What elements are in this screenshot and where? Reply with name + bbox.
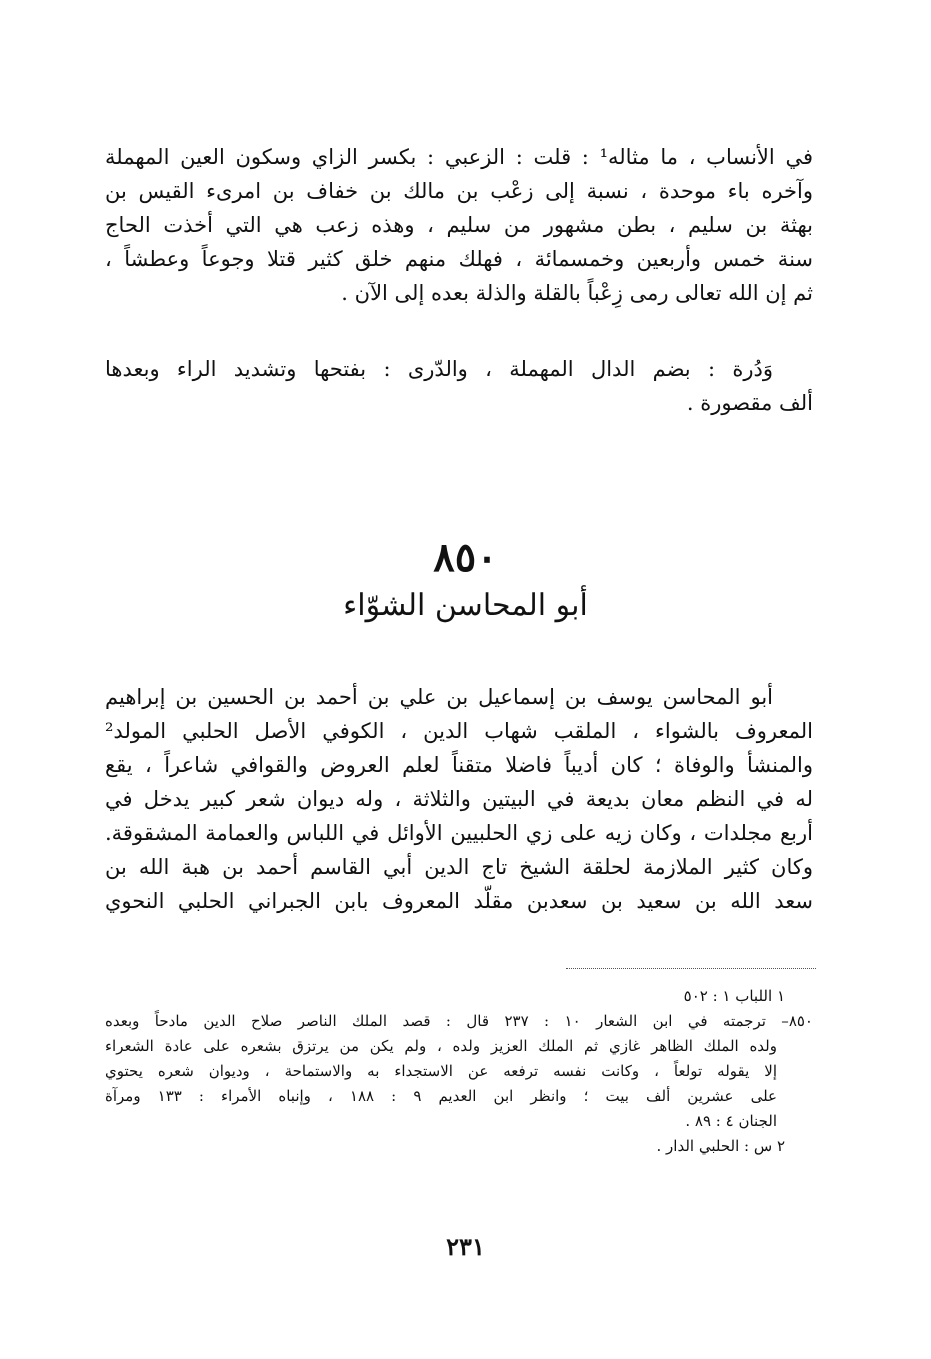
text-line: وَدُرة : بضم الدال المهملة ، والدّرى : بفتحها وتشديد الراء وبعدها [105, 357, 773, 381]
text-line: في الأنساب ، ما مثاله¹ : قلت : الزعبي : بكسر الزاي وسكون العين المهملة [105, 145, 813, 169]
footnote-1: ١ اللباب ١ : ٥٠٢ [683, 987, 785, 1005]
text-line: ثم إن الله تعالى رمى زِعْباً بالقلة والذلة بعده إلى الآن . [341, 281, 813, 305]
text-line: بهثة بن سليم ، بطن مشهور من سليم ، وهذه زعب هي التي أخذت الحاج [105, 213, 813, 237]
text-line: ألف مقصورة . [686, 391, 813, 415]
paragraph-biography [105, 680, 813, 918]
footnote-2: ٢ س : الحلبي الدار . [656, 1137, 785, 1155]
footnote-850-line: ولده الملك الظاهر غازي ثم الملك العزيز ولده ، ولم يكن من يرتزق بشعره على عادة الشعراء [105, 1037, 777, 1055]
entry-title-heading: أبو المحاسن الشوّاء [343, 588, 588, 623]
footnote-850-line: على عشرين ألف بيت ؛ وانظر ابن العديم ٩ : ١٨٨ ، وإنباه الأمراء : ١٣٣ ومرآة [105, 1087, 778, 1105]
text-line: سعد الله بن سعيد بن سعدبن مقلّد المعروف بابن الجبراني الحلبي النحوي [105, 889, 813, 913]
footnotes [105, 984, 813, 1159]
text-line: والمنشأ والوفاة ؛ كان أديباً فاضلا متقناً لعلم العروض والقوافي شاعراً ، يقع [105, 753, 813, 777]
text-line: أربع مجلدات ، وكان زيه على زي الحلبيين الأوائل في اللباس والعمامة المشقوقة. [105, 821, 813, 845]
footnote-separator [566, 968, 816, 969]
footnote-850-line: الجنان ٤ : ٨٩ . [685, 1112, 777, 1130]
footnote-850-line: ٨٥٠– ترجمته في ابن الشعار ١٠ : ٢٣٧ قال : قصد الملك الناصر صلاح الدين مادحاً وبعده [105, 1012, 813, 1030]
text-line: أبو المحاسن يوسف بن إسماعيل بن علي بن أحمد بن الحسين بن إبراهيم [105, 685, 773, 709]
footnote-850-line: إلا يقوله تولعاً ، وكانت نفسه ترفعه عن الاستجداء به والاستماحة ، وديوان شعره يحتوي [105, 1062, 777, 1080]
text-line: سنة خمس وأربعين وخمسمائة ، فهلك منهم خلق كثير قتلا وجوعاً وعطشاً ، [105, 247, 813, 271]
paragraph-durra [105, 352, 813, 420]
text-line: وكان كثير الملازمة لحلقة الشيخ تاج الدين أبي القاسم أحمد بن هبة الله بن [105, 855, 813, 879]
text-line: المعروف بالشواء ، الملقب شهاب الدين ، الكوفي الأصل الحلبي المولد² [105, 719, 813, 743]
text-line: وآخره باء موحدة ، نسبة إلى زعْب بن مالك بن خفاف بن امرىء القيس بن [105, 179, 813, 203]
text-line: له في النظم معان بديعة في البيتين والثلاثة ، وله ديوان شعر كبير يدخل في [105, 787, 813, 811]
paragraph-zubi-nisba [105, 140, 813, 310]
entry-number-heading: ٨٥٠ [433, 534, 498, 581]
page-number: ٢٣١ [446, 1232, 485, 1261]
